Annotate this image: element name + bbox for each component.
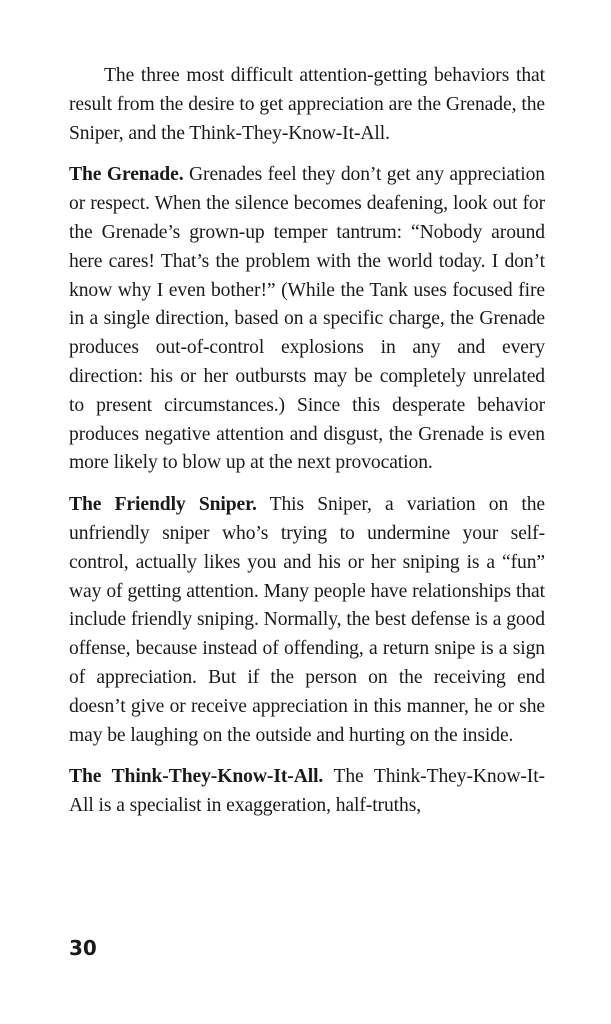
grenade-text: Grenades feel they don’t get any appreciation or respect. When the silence becomes deafening, look out for the Grenade’s grown-up temper tantrum: “Nobody around here cares! That’s the problem with the world today. I don’t know why I even bother!” (While the Tank uses focused fire in a single direction, based on a specific charge, the Grenade produces out-of-control explosions in any and every direction: his or her outbursts may be completely unrelated to present circumstances.) Since this desperate behavior produces negative attention and disgust, the Grenade is even more likely to blow up at the next provocation. — [69, 164, 545, 474]
think-they-know-it-all-paragraph — [69, 763, 545, 821]
friendly-sniper-heading: The Friendly Sniper. — [69, 494, 257, 516]
friendly-sniper-text: This Sniper, a variation on the unfriendly sniper who’s trying to undermine your self-control, actually likes you and his or her sniping is a “fun” way of getting attention. Many people have relationships that include friendly sniping. Normally, the best defense is a good offense, because instead of offending, a return snipe is a sign of appreciation. But if the person on the receiving end doesn’t give or receive appreciation in this manner, he or she may be laughing on the outside and hurting on the inside. — [69, 494, 545, 746]
page-body — [69, 62, 545, 834]
intro-paragraph — [69, 62, 545, 148]
grenade-heading: The Grenade. — [69, 164, 184, 186]
friendly-sniper-paragraph — [69, 491, 545, 750]
think-they-know-it-all-text: The Think-They-Know-It-All is a specialist in exaggeration, half-truths, — [69, 766, 545, 817]
think-they-know-it-all-heading: The Think-They-Know-It-All. — [69, 766, 324, 788]
intro-text: The three most difficult attention-getting behaviors that result from the desire to get appreciation are the Grenade, the Sniper, and the Think-They-Know-It-All. — [69, 65, 545, 144]
grenade-paragraph — [69, 161, 545, 478]
page-number: 30 — [69, 936, 97, 960]
